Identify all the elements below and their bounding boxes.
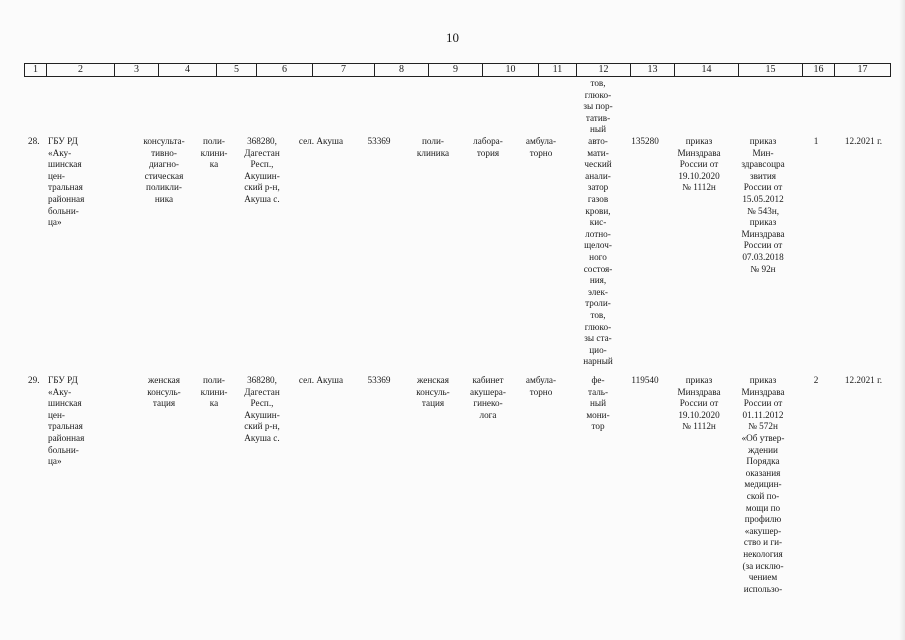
room: кабинет акушера- гинеко- лога: [470, 375, 506, 420]
carryover-equipment-text: тов, глюко- зы пор- татив- ный: [583, 78, 613, 135]
delivery-date: 12.2021 г.: [844, 375, 883, 385]
organization-name: ГБУ РД «Аку- шинская цен- тральная районная больни- ца»: [48, 136, 85, 228]
column-header: 5: [217, 64, 257, 76]
column-header: 16: [803, 64, 835, 76]
column-header: 8: [375, 64, 429, 76]
care-mode: амбула- торно: [525, 136, 557, 158]
equipment-code: 119540: [631, 375, 659, 385]
locality-code: 53369: [367, 136, 391, 146]
address: 368280, Дагестан Респ., Акушин- ский р-н, Акуша с.: [244, 136, 280, 204]
column-header: 17: [857, 64, 868, 75]
table-header: [24, 63, 891, 77]
column-header: 3: [115, 64, 159, 76]
column-header: 12: [577, 64, 631, 76]
order-reference: приказ Минздрава России от 19.10.2020 № 1112н: [677, 375, 721, 432]
unit-name: консульта- тивно- диагно- стическая поликли- ника: [143, 136, 185, 204]
column-header: 14: [675, 64, 739, 76]
facility-type: поли- клини- ка: [200, 136, 228, 170]
equipment-name: авто- мати- ческий анали- затор газов крови, кис- лотно- щелоч- ного состоя- ния, элек- троли- тов, глюко- зы ста- цио- нарный: [583, 136, 613, 367]
column-header: 15: [739, 64, 803, 76]
column-header: 13: [631, 64, 675, 76]
standard-reference: приказ Минздрава России от 01.11.2012 № 572н «Об утвер- ждении Порядка оказания медицин- ской по- мощи по профилю «акушер- ство и ги- некология (за исклю- чением использо-: [741, 375, 785, 594]
address: 368280, Дагестан Респ., Акушин- ский р-н, Акуша с.: [244, 375, 280, 443]
column-header: 11: [539, 64, 577, 76]
column-header: 4: [159, 64, 217, 76]
equipment-code: 135280: [631, 136, 659, 146]
subunit: женская консуль- тация: [416, 375, 450, 409]
equipment-name: фе- таль- ный мони- тор: [586, 375, 610, 432]
organization-name: ГБУ РД «Аку- шинская цен- тральная районная больни- ца»: [48, 375, 85, 467]
unit-name: женская консуль- тация: [147, 375, 181, 409]
care-mode: амбула- торно: [525, 375, 557, 397]
column-header: 1: [25, 64, 47, 76]
quantity: 2: [813, 375, 819, 385]
locality: сел. Акуша: [298, 136, 344, 146]
scan-edge-shadow: [899, 0, 905, 640]
delivery-date: 12.2021 г.: [844, 136, 883, 146]
subunit: поли- клиника: [416, 136, 450, 158]
row-number: 28.: [28, 136, 40, 146]
locality-code: 53369: [367, 375, 391, 385]
column-header: 9: [429, 64, 483, 76]
column-header: 10: [483, 64, 539, 76]
facility-type: поли- клини- ка: [200, 375, 228, 409]
locality: сел. Акуша: [298, 375, 344, 385]
column-header: 2: [47, 64, 115, 76]
standard-reference: приказ Мин- здравсоцра звития России от 15.05.2012 № 543н, приказ Минздрава России от 07.03.2018 № 92н: [741, 136, 785, 274]
room: лабора- тория: [473, 136, 503, 158]
row-number: 29.: [28, 375, 40, 385]
column-header: 6: [257, 64, 313, 76]
quantity: 1: [813, 136, 819, 146]
order-reference: приказ Минздрава России от 19.10.2020 № 1112н: [677, 136, 721, 193]
page-number: 10: [446, 30, 459, 45]
column-header: 7: [313, 64, 375, 76]
